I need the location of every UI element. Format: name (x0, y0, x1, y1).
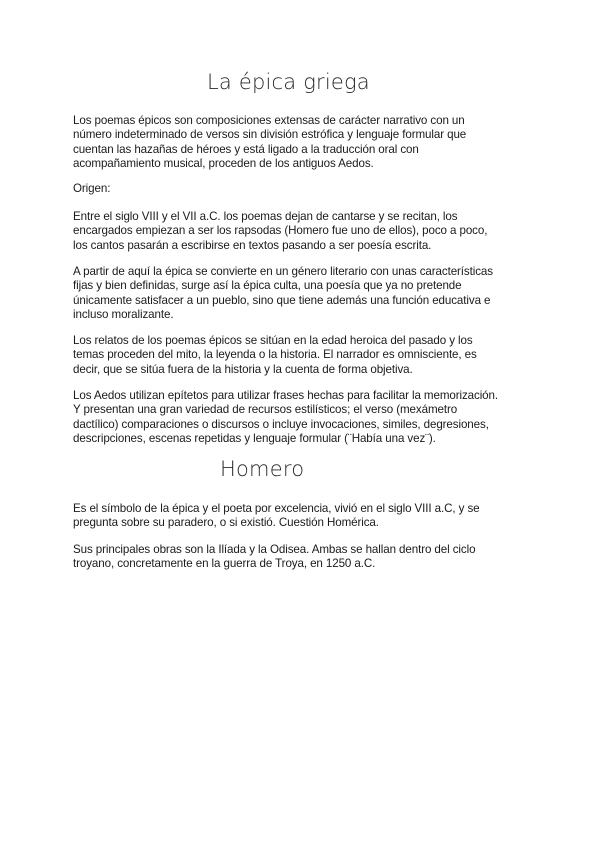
text-line: descripciones, escenas repetidas y lenguaje formular (¨Había una vez¨). (73, 432, 436, 446)
text-line: incluso moralizante. (73, 308, 174, 322)
text-line: cuentan las hazañas de héroes y está ligado a la traducción oral con (73, 142, 419, 156)
paragraph-narrator (73, 334, 543, 377)
paragraph-literary-genre (73, 265, 543, 323)
text-line: encargados empiezan a ser los rapsodas (Homero fue uno de ellos), poco a poco, (73, 224, 488, 238)
paragraph-origin-label (73, 182, 543, 196)
paragraph-homero-works (73, 543, 543, 572)
text-line: Sus principales obras son la Ilíada y la Odisea. Ambas se hallan dentro del ciclo (73, 543, 476, 556)
text-line: troyano, concretamente en la guerra de Troya, en 1250 a.C. (73, 557, 376, 571)
text-line: únicamente satisfacer a un pueblo, sino que tiene además una función educativa e (73, 293, 491, 307)
text-line: fijas y bien definidas, surge así la épica culta, una poesía que ya no pretende (73, 279, 462, 293)
text-line: los cantos pasarán a escribirse en textos pasando a ser poesía escrita. (73, 238, 432, 252)
paragraph-aedos (73, 389, 543, 447)
text-line: número indeterminado de versos sin división estrófica y lenguaje formular que (73, 128, 467, 142)
text-line: Los relatos de los poemas épicos se sitúan en la edad heroica del pasado y los (73, 334, 473, 347)
text-line: pregunta sobre su paradero, o si existió. Cuestión Homérica. (73, 516, 379, 530)
text-line: acompañamiento musical, proceden de los antiguos Aedos. (73, 157, 374, 171)
text-line: Origen: (73, 182, 111, 195)
text-line: Los Aedos utilizan epítetos para utilizar frases hechas para facilitar la memorización. (73, 389, 498, 402)
section-title-homero: Homero (220, 457, 305, 481)
page-title: La épica griega (207, 70, 370, 94)
paragraph-intro (73, 114, 543, 172)
text-line: Entre el siglo VIII y el VII a.C. los poemas dejan de cantarse y se recitan, los (73, 210, 458, 223)
text-line: Los poemas épicos son composiciones extensas de carácter narrativo con un (73, 114, 465, 127)
paragraph-origin (73, 210, 543, 253)
text-line: dactílico) comparaciones o discursos o incluye invocaciones, similes, degresiones, (73, 417, 489, 431)
text-line: Es el símbolo de la épica y el poeta por excelencia, vivió en el siglo VIII a.C, y se (73, 502, 480, 515)
text-line: decir, que se sitúa fuera de la historia y la cuenta de forma objetiva. (73, 362, 413, 376)
text-line: temas proceden del mito, la leyenda o la historia. El narrador es omnisciente, es (73, 348, 477, 362)
text-line: Y presentan una gran variedad de recursos estilísticos; el verso (mexámetro (73, 403, 458, 417)
paragraph-homero-symbol (73, 502, 543, 531)
text-line: A partir de aquí la épica se convierte en un género literario con unas características (73, 265, 493, 278)
